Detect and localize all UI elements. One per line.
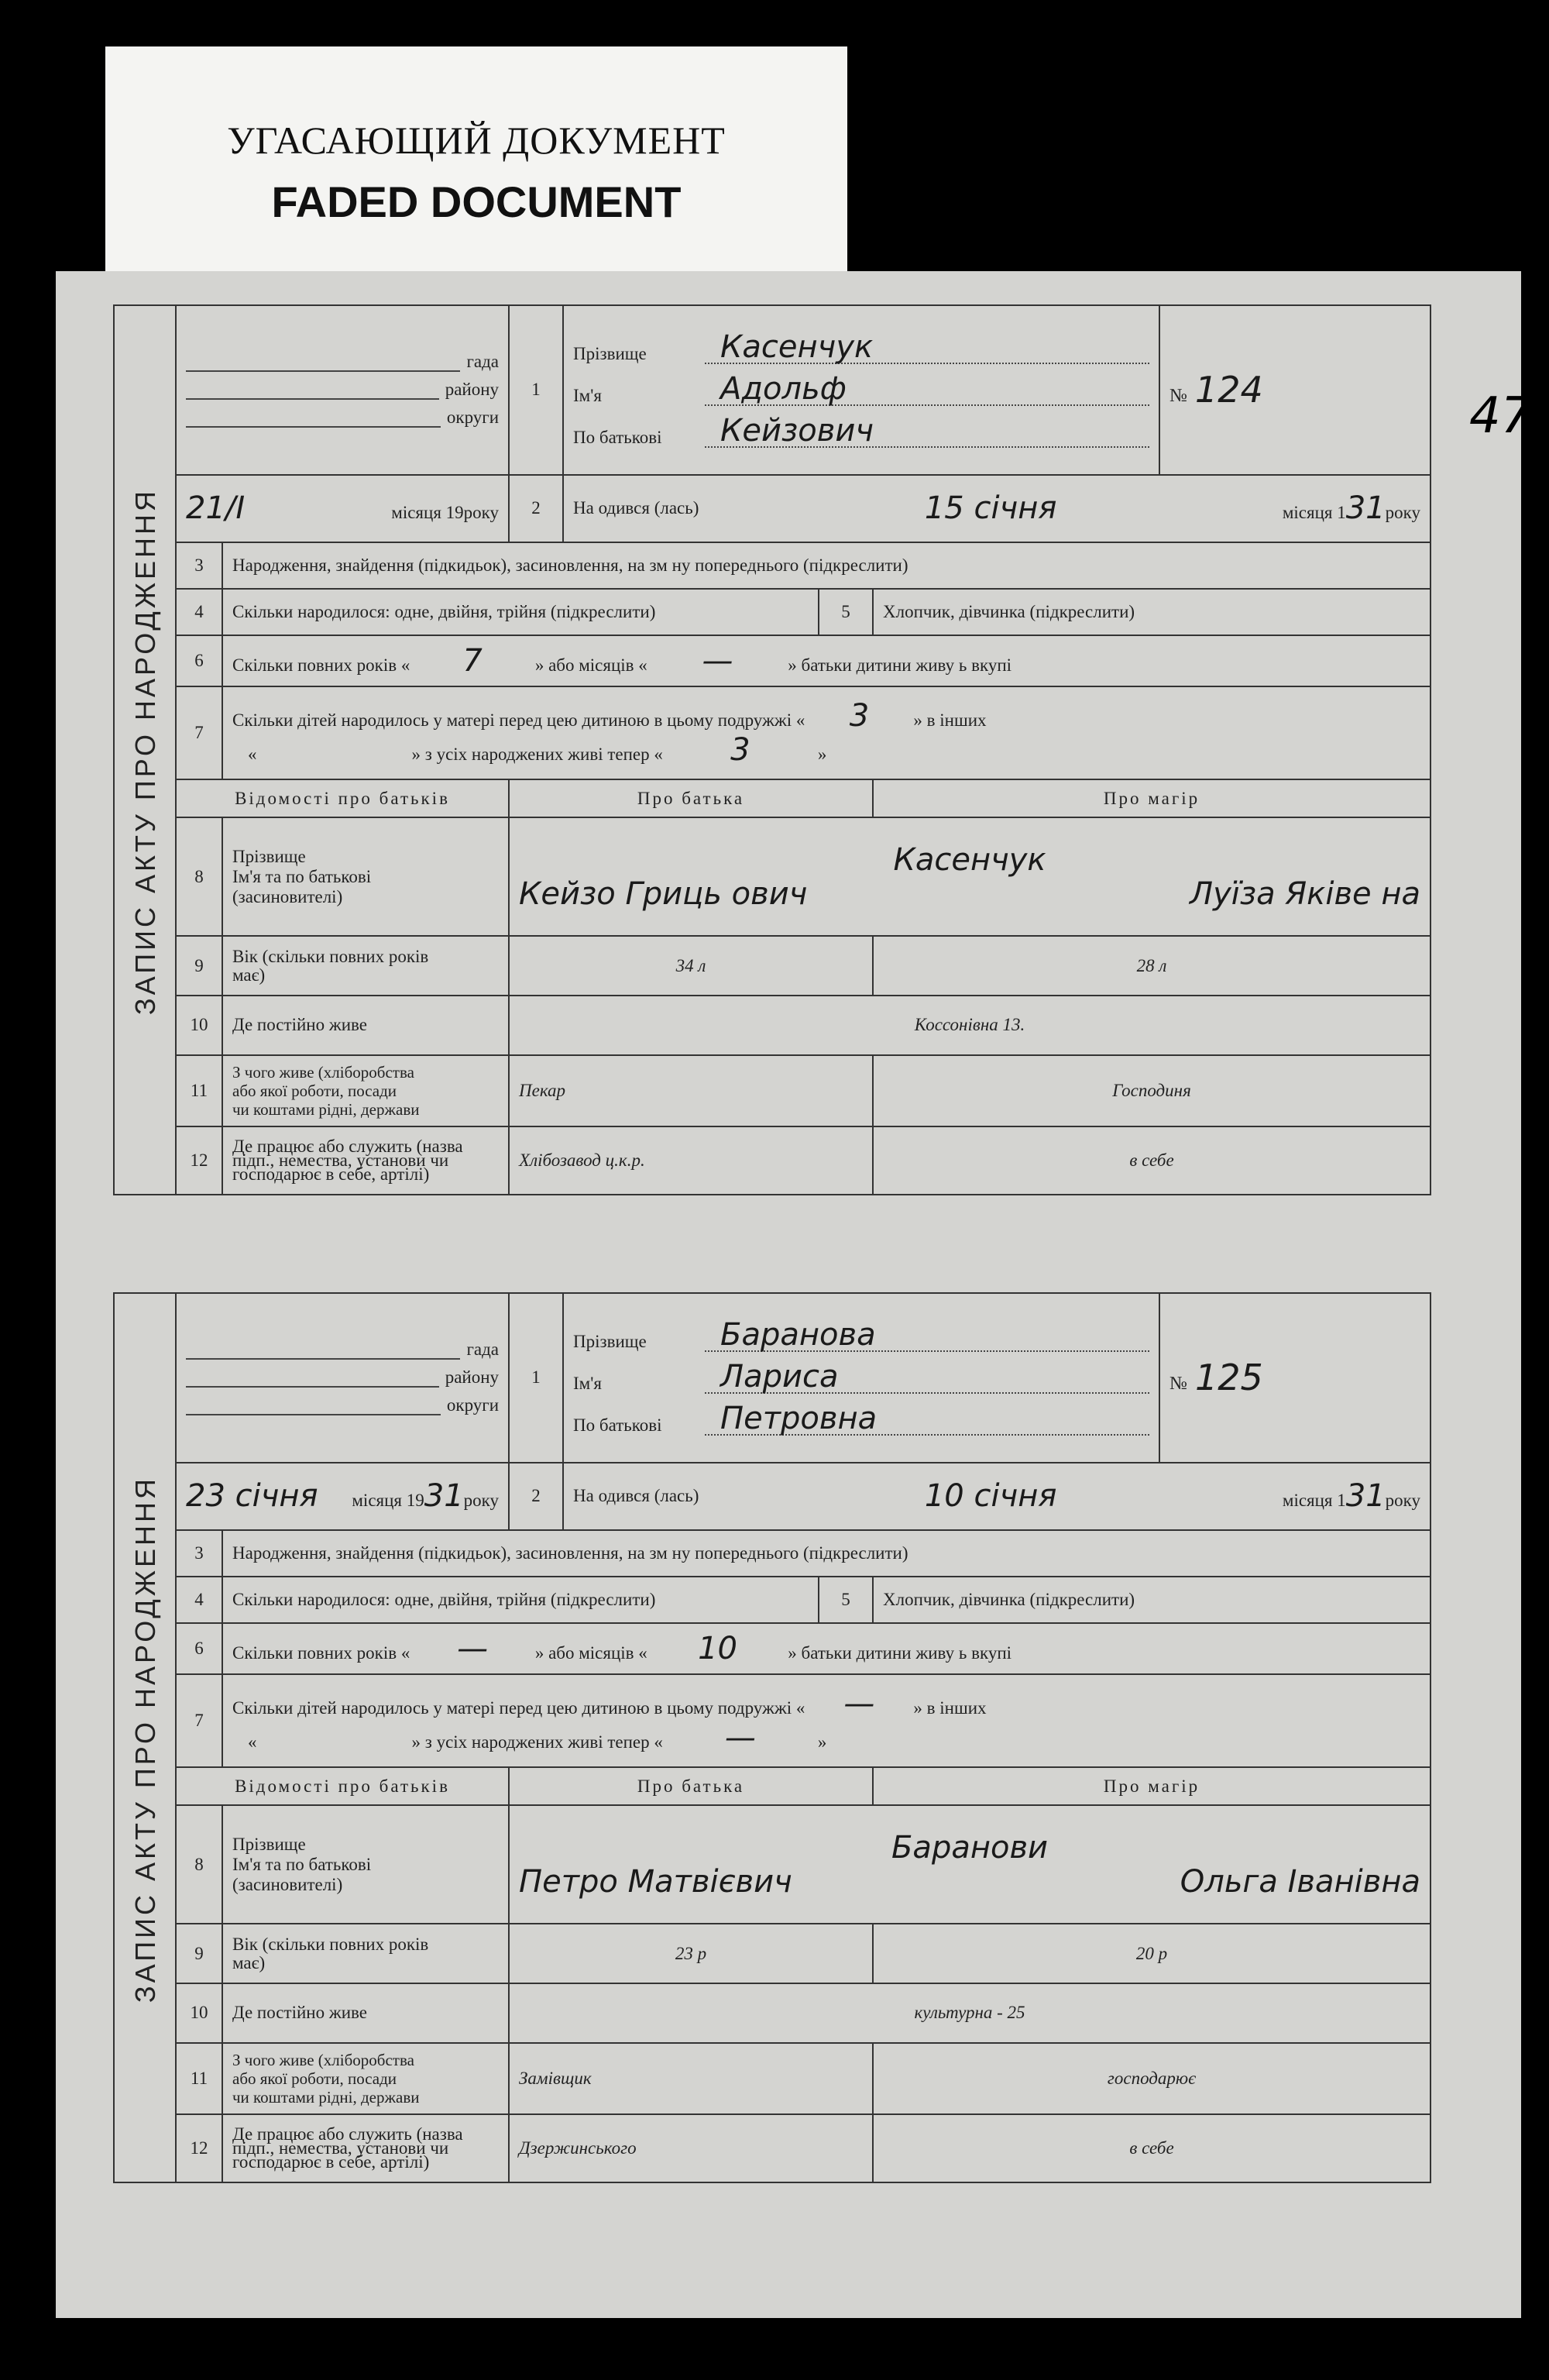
row-number: 5 [819,1577,873,1623]
children-before: 3 [849,698,870,734]
mother-occupation: Господиня [873,1055,1431,1127]
row-number: 3 [176,542,222,589]
workplace-label: Де працює або служить (назва підп., немества, установи чи господарює в себе, артілі) [222,1126,509,1195]
record-table [175,304,1431,1195]
mother-header: Про магір [873,1767,1431,1805]
months-together: 10 [698,1631,737,1667]
side-title-box [113,304,175,1195]
registry-office-cell: гада району округи [176,305,509,475]
child-surname: Баранова [705,1319,1149,1352]
age-label: Вік (скільки повних років має) [222,1924,509,1983]
birth-day: 15 січня [924,490,1057,527]
label-english: FADED DOCUMENT [271,177,682,226]
child-name-cell: Прізвище Баранова Ім'я Лариса По батькові Петровна [563,1293,1159,1463]
mother-age: 28 л [873,936,1431,996]
side-title-box [113,1292,175,2183]
row-number: 1 [509,305,563,475]
document-page [56,271,1533,2318]
row-number: 1 [509,1293,563,1463]
row-number: 11 [176,1055,222,1127]
child-patronymic: Петровна [705,1403,1149,1436]
mother-name: Ольга Іванівна [1180,1863,1421,1900]
family-surname: Баранови [891,1829,1049,1866]
children-alive: — [724,1720,756,1756]
row-number: 12 [176,2114,222,2182]
years-together: — [457,1631,489,1667]
children-alive: 3 [730,732,750,769]
occupation-label: З чого живе (хліборобства або якої роботи, посади чи коштами рідні, держави [222,1055,509,1127]
birth-year: 31 [1345,1478,1386,1515]
multiplicity-cell: Скільки народилося: одне, двійня, трійня (підкреслити) [222,1577,819,1623]
registry-office-cell: гада району округи [176,1293,509,1463]
margin-page-number: 47 [1469,387,1533,445]
father-workplace: Дзержинського [509,2114,873,2182]
row-number: 7 [176,686,222,779]
birth-year: 31 [1345,490,1386,527]
children-count-cell: Скільки дітей народилось у матері перед цею дитиною в цьому подружжі « — » в інших « » з усіх народжених живі тепер « — » [222,1674,1431,1767]
row-number: 8 [176,817,222,936]
registration-day: 23 січня [186,1478,318,1515]
birth-date-cell: На одився (лась) 15 січня місяця 131року [563,475,1431,542]
birth-type-cell: Народження, знайдення (підкидьок), засиновлення, на зм ну попереднього (підкреслити) [222,542,1431,589]
mother-workplace: в себе [873,2114,1431,2182]
registration-date-cell: 21/I місяця 19року [176,475,509,542]
registration-day: 21/I [186,490,246,527]
registration-year: 31 [424,1478,464,1515]
row-number: 12 [176,1126,222,1195]
years-together-cell: Скільки повних років « — » або місяців « 10 » батьки дитини живу ь вкупі [222,1623,1431,1674]
row-number: 9 [176,1924,222,1983]
record-number: 124 [1194,369,1263,411]
residence: Коссонівна 13. [509,996,1431,1055]
record-number-cell: № 125 [1159,1293,1431,1463]
record-table [175,1292,1431,2183]
row-number: 4 [176,589,222,635]
father-age: 23 р [509,1924,873,1983]
parent-name-label: Прізвище Ім'я та по батькові (засиновителі) [222,1805,509,1924]
father-name: Петро Матвієвич [519,1863,792,1900]
registration-date-cell: 23 січня місяця 1931року [176,1463,509,1530]
row-number: 9 [176,936,222,996]
row-number: 8 [176,1805,222,1924]
sex-cell: Хлопчик, дівчинка (підкреслити) [873,589,1431,635]
child-surname: Касенчук [705,332,1149,364]
parent-names-cell [509,1805,1431,1924]
parents-header: Відомості про батьків [176,779,509,817]
child-name-cell: Прізвище Касенчук Ім'я Адольф По батькові Кейзович [563,305,1159,475]
residence: культурна - 25 [509,1983,1431,2043]
record-number-cell: № 124 [1159,305,1431,475]
birth-date-cell: На одився (лась) 10 січня місяця 131року [563,1463,1431,1530]
row-number: 3 [176,1530,222,1577]
father-header: Про батька [509,779,873,817]
father-workplace: Хлібозавод ц.к.р. [509,1126,873,1195]
label-russian: УГАСАЮЩИЙ ДОКУМЕНТ [227,119,726,162]
mother-header: Про магір [873,779,1431,817]
children-before: — [843,1686,875,1722]
mother-name: Луїза Яківе на [1190,875,1421,912]
row-number: 2 [509,1463,563,1530]
occupation-label: З чого живе (хліборобства або якої роботи, посади чи коштами рідні, держави [222,2043,509,2115]
mother-workplace: в себе [873,1126,1431,1195]
workplace-label: Де працює або служить (назва підп., немества, установи чи господарює в себе, артілі) [222,2114,509,2182]
child-patronymic: Кейзович [705,415,1149,448]
father-occupation: Замівщик [509,2043,873,2115]
residence-label: Де постійно живе [222,1983,509,2043]
children-count-cell: Скільки дітей народилось у матері перед цею дитиною в цьому подружжі « 3 » в інших « » з усіх народжених живі тепер « 3 » [222,686,1431,779]
mother-occupation: господарює [873,2043,1431,2115]
row-number: 10 [176,996,222,1055]
record-number: 125 [1194,1357,1263,1399]
months-together: — [702,643,733,679]
father-header: Про батька [509,1767,873,1805]
residence-label: Де постійно живе [222,996,509,1055]
birth-type-cell: Народження, знайдення (підкидьок), засиновлення, на зм ну попереднього (підкреслити) [222,1530,1431,1577]
child-name: Лариса [705,1361,1149,1394]
birth-day: 10 січня [924,1478,1057,1515]
years-together: 7 [462,643,483,679]
years-together-cell: Скільки повних років « 7 » або місяців « — » батьки дитини живу ь вкупі [222,635,1431,686]
row-number: 2 [509,475,563,542]
row-number: 4 [176,1577,222,1623]
father-name: Кейзо Гриць ович [519,875,808,912]
mother-age: 20 р [873,1924,1431,1983]
faded-document-label [105,46,847,279]
parent-names-cell [509,817,1431,936]
father-age: 34 л [509,936,873,996]
parents-header: Відомості про батьків [176,1767,509,1805]
child-name: Адольф [705,373,1149,406]
father-occupation: Пекар [509,1055,873,1127]
row-number: 7 [176,1674,222,1767]
row-number: 6 [176,1623,222,1674]
side-title: ЗАПИС АКТУ ПРО НАРОДЖЕННЯ [129,1475,161,2003]
family-surname: Касенчук [893,841,1046,878]
age-label: Вік (скільки повних років має) [222,936,509,996]
multiplicity-cell: Скільки народилося: одне, двійня, трійня (підкреслити) [222,589,819,635]
row-number: 11 [176,2043,222,2115]
row-number: 5 [819,589,873,635]
row-number: 6 [176,635,222,686]
side-title: ЗАПИС АКТУ ПРО НАРОДЖЕННЯ [129,487,161,1016]
parent-name-label: Прізвище Ім'я та по батькові (засиновителі) [222,817,509,936]
sex-cell: Хлопчик, дівчинка (підкреслити) [873,1577,1431,1623]
row-number: 10 [176,1983,222,2043]
